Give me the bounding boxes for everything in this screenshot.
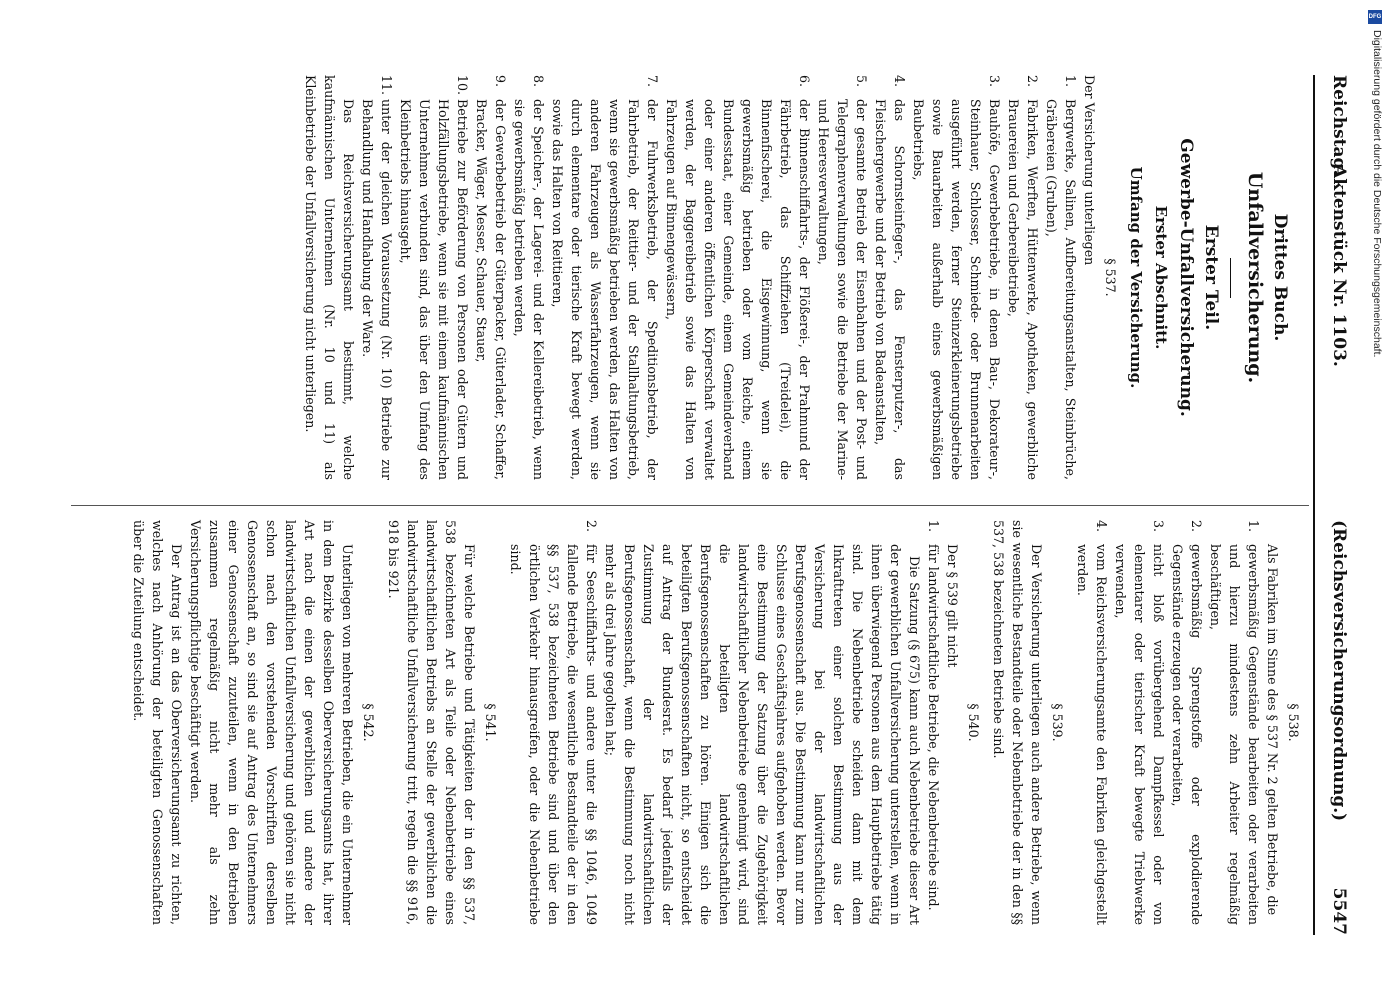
list-item-number: 1.	[1063, 75, 1078, 88]
list-item	[472, 75, 510, 480]
list-item-number: 2.	[1189, 520, 1204, 533]
paragraph-538-heading: § 538.	[1286, 703, 1301, 742]
left-column	[301, 75, 1309, 480]
paragraph-538-list	[1073, 520, 1263, 925]
list-item-text: Bauhöfe, Gewerbebetriebe, in denen Bau-, Dekorateur-, Steinhauer, Schlosser, Schmiede- oder Brunnenarbeiten ausgeführt werden, ferner Steinzerkleinerungsbetriebe sowie Bauarbeiten außerhalb eines gewerbsmäßigen Baubetriebs,	[911, 99, 1002, 480]
dfg-logo-icon: DFG	[1368, 10, 1382, 24]
header-document-number: Aktenstück Nr. 1103.	[1329, 165, 1349, 367]
header-reichstag: Reichstag.	[1329, 75, 1349, 176]
list-item	[548, 75, 662, 480]
paragraph-540-text: Die Satzung (§ 675) kann auch Nebenbetriebe dieser Art der gewerblichen Unfallversicherung unterstellen, wenn in ihnen überwiegend Personen aus dem Hauptbetriebe tätig sind. Die Nebenbetriebe scheiden dann mit dem Inkrafttreten einer solchen Bestimmung aus der Versicherung bei der landwirtschaftlichen Berufsgenossenschaft aus. Die Bestimmung kann nur zum Schlusse eines Geschäftsjahres aufgehoben werden. Bevor eine Bestimmung der Satzung über die Zugehörigkeit landwirtschaftlicher Nebenbetriebe genehmigt wird, sind die beteiligten landwirtschaftlichen Berufsgenossenschaften zu hören. Einigen sich die beteiligten Berufsgenossenschaften nicht, so entscheidet auf Antrag der Bundesrat. Es bedarf jedenfalls der Zustimmung der landwirtschaftlichen Berufsgenossenschaft, wenn die Bestimmung noch nicht mehr als drei Jahre gegolten hat;	[603, 544, 922, 925]
list-item-text: der Fuhrwerksbetrieb, der Speditionsbetrieb, der Fahrbetrieb, der Reittier- und der Stallhaltungsbetrieb, wenn sie gewerbsmäßig betrieben werden, das Halten von anderen Fahrzeugen als Wasserfahrzeugen, wenn sie durch elementare oder tierische Kraft bewegt werden, sowie das Halten von Reittieren,	[550, 99, 660, 480]
list-item-text: unter der gleichen Voraussetzung (Nr. 10) Betriebe zur Behandlung und Handhabung der Ware.	[360, 99, 394, 480]
list-item-number: 10.	[455, 75, 470, 96]
list-item	[396, 75, 472, 480]
right-column	[129, 520, 1309, 925]
list-item-text: gewerbsmäßig Sprengstoffe oder explodierende Gegenstände erzeugen oder verarbeiten,	[1170, 544, 1204, 925]
list-item-text: Betriebe zur Beförderung von Personen oder Gütern und Holzfällungsbetriebe, wenn sie mit einem kaufmännischen Unternehmen verbunden sind, das über den Umfang des Kleinbetriebs hinausgeht,	[398, 99, 470, 480]
list-item-text: Fabriken, Werften, Hüttenwerke, Apotheken, gewerbliche Brauereien und Gerbereibetriebe,	[1006, 99, 1040, 480]
list-item-number: 2.	[1025, 75, 1040, 88]
list-item	[909, 75, 1004, 480]
header-law-title: (Reichsversicherungsordnung.)	[1329, 520, 1349, 822]
list-item-number: 2.	[584, 520, 599, 533]
paragraph-540-heading: § 540.	[966, 703, 981, 742]
paragraph-542-text-2: Der Antrag ist an das Oberversicherungsamt zu richten, welches nach Anhörung der beteiligten Genossenschaften über die Zuteilung entscheidet.	[131, 520, 184, 925]
list-item	[662, 75, 814, 480]
list-item	[871, 75, 909, 480]
list-item-text: das Schornsteinfeger-, das Fensterputzer-, das Fleischergewerbe und der Betrieb von Badeanstalten,	[873, 99, 907, 480]
list-item-number: 3.	[987, 75, 1002, 88]
list-item	[358, 75, 396, 480]
paragraph-537-intro: Der Versicherung unterliegen	[1082, 75, 1097, 266]
list-item	[924, 520, 943, 925]
list-item-text: der Gewerbebetrieb der Güterpacker, Güterlader, Schaffer, Bracker, Wäger, Messer, Schauer, Stauer,	[474, 99, 508, 480]
list-item-number: 8.	[531, 75, 546, 88]
list-item-number: 7.	[645, 75, 660, 88]
paragraph-539-heading: § 539.	[1050, 703, 1065, 742]
part-title: Gewerbe-Unfallversicherung.	[1176, 138, 1196, 417]
list-item	[1073, 520, 1111, 925]
list-item	[1206, 520, 1263, 925]
paragraph-537-heading: § 537.	[1103, 258, 1118, 297]
list-item	[1168, 520, 1206, 925]
paragraph-541-text: Für welche Betriebe und Tätigkeiten der in den §§ 537, 538 bezeichneten Art als Teile oder Nebenbetriebe eines landwirtschaftlichen Betriebs an Stelle der gewerblichen die landwirtschaftliche Unfallversicherung tritt, regeln die §§ 916, 918 bis 921.	[386, 520, 477, 925]
list-item-text: vom Reichsversicherungsamte den Fabriken gleichgestellt werden.	[1075, 544, 1109, 925]
list-item	[506, 520, 601, 925]
list-item	[1111, 520, 1168, 925]
list-item	[1042, 75, 1080, 480]
list-item-number: 11.	[379, 75, 394, 96]
list-item-number: 3.	[1151, 520, 1166, 533]
list-item-number: 1.	[926, 520, 941, 533]
divider-rule	[1230, 258, 1231, 298]
list-item	[814, 75, 871, 480]
rotated-sheet	[65, 75, 1355, 935]
page-number: 5547	[1329, 887, 1349, 935]
list-item-text: der Binnenschiffahrts-, der Flößerei-, der Prahmund der Fährbetrieb, das Schiffziehen (Treidelei), die Binnenfischerei, die Eisgewinnung, wenn sie gewerbsmäßig betrieben oder vom Reiche, einem Bundesstaat, einer Gemeinde, einem Gemeindeverband oder einer anderen öffentlichen Körperschaft verwaltet werden, der Baggereibetrieb sowie das Halten von Fahrzeugen auf Binnengewässern,	[664, 99, 812, 480]
list-item-text: Bergwerke, Salinen, Aufbereitungsanstalten, Steinbrüche, Gräbereien (Gruben),	[1044, 99, 1078, 480]
paragraph-540-intro: Der § 539 gilt nicht	[945, 544, 960, 668]
running-header	[1313, 75, 1355, 935]
dfg-funding-note: Digitalisierung gefördert durch die Deutsche Forschungsgemeinschaft.	[1371, 30, 1383, 358]
list-item-number: 4.	[892, 75, 907, 88]
book-heading: Drittes Buch.	[1270, 213, 1290, 342]
paragraph-537-closing: Das Reichsversicherungsamt bestimmt, welche kaufmännischen Unternehmen (Nr. 10 und 11) als Kleinbetriebe der Unfallversicherung nicht unterliegen.	[303, 75, 356, 480]
paragraph-539-text: Der Versicherung unterliegen auch andere Betriebe, wenn sie wesentliche Bestandteile oder Nebenbetriebe der in den §§ 537, 538 bezeichneten Betriebe sind.	[991, 520, 1044, 925]
paragraph-540-list	[924, 520, 943, 925]
list-item-text: gewerbsmäßig Gegenstände bearbeiten oder verarbeiten und hierzu mindestens zehn Arbeiter regelmäßig beschäftigen,	[1208, 544, 1261, 925]
list-item-number: 9.	[493, 75, 508, 88]
list-item-number: 4.	[1094, 520, 1109, 533]
list-item-text: der Speicher-, der Lagerei- und der Kellereibetrieb, wenn sie gewerbsmäßig betrieben werden,	[512, 99, 546, 480]
list-item-number: 1.	[1246, 520, 1261, 533]
list-item-text: der gesamte Betrieb der Eisenbahnen und der Post- und Telegraphenverwaltungen sowie die Betriebe der Marine- und Heeresverwaltungen,	[816, 99, 869, 480]
part-heading: Erster Teil.	[1201, 224, 1221, 331]
list-item	[510, 75, 548, 480]
list-item-text: für landwirtschaftliche Betriebe, die Nebenbetriebe sind.	[926, 544, 941, 911]
paragraph-541-heading: § 541.	[483, 703, 498, 742]
paragraph-542-text: Unterliegen von mehreren Betrieben, die ein Unternehmer in dem Bezirke desselben Oberversicherungsamts hat, ihrer Art nach die einen der gewerblichen und andere der landwirtschaftlichen Unfallversicherung und gehören sie nicht schon nach den vorstehenden Vorschriften derselben Genossenschaft an, so sind sie auf Antrag des Unternehmers einer Genossenschaft zuzuteilen, wenn in den Betrieben zusammen regelmäßig nicht mehr als zehn Versicherungspflichtige beschäftigt werden.	[188, 520, 355, 925]
paragraph-540-list-2	[506, 520, 601, 925]
column-divider	[71, 505, 1309, 506]
list-item-text: für Seeschiffahrts- und andere unter die §§ 1046, 1049 fallende Betriebe, die wesentliche Bestandteile der in den §§ 537, 538 bezeichneten Betriebe sind und über den örtlichen Verkehr hinausgreifen, oder die Nebenbetriebe sind.	[508, 544, 599, 925]
list-item	[1004, 75, 1042, 480]
list-item-text: nicht bloß vorübergehend Dampfkessel oder von elementarer oder tierischer Kraft bewegte Triebwerke verwenden,	[1113, 544, 1166, 925]
section-heading: Erster Abschnitt.	[1152, 205, 1170, 350]
section-title: Umfang der Versicherung.	[1127, 166, 1145, 389]
paragraph-537-list	[358, 75, 1080, 480]
book-title: Unfallversicherung.	[1244, 171, 1266, 384]
paragraph-542-heading: § 542.	[361, 703, 376, 742]
list-item-number: 6.	[797, 75, 812, 88]
paragraph-538-intro: Als Fabriken im Sinne des § 537 Nr. 2 gelten Betriebe, die	[1265, 544, 1280, 916]
list-item-number: 5.	[854, 75, 869, 88]
